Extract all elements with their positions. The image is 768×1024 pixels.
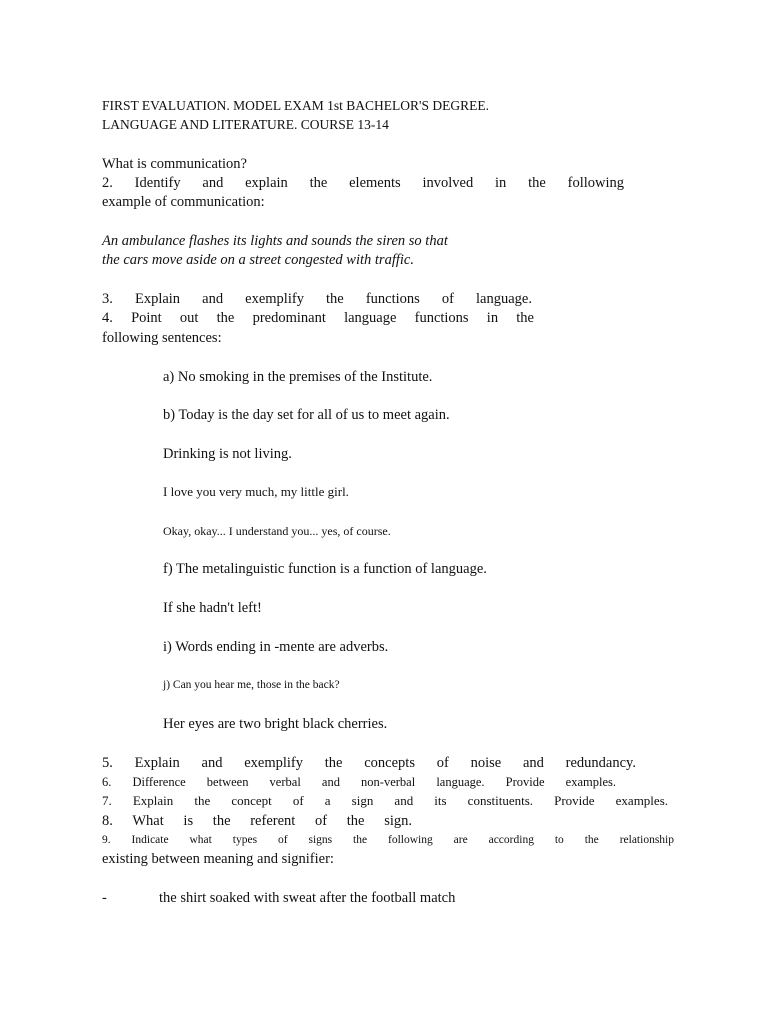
question-9-line2: existing between meaning and signifier: (102, 851, 334, 867)
question-3: 3. Explain and exemplify the functions of language. (102, 291, 532, 307)
exam-title-line2: LANGUAGE AND LITERATURE. COURSE 13-14 (102, 117, 389, 132)
list-item-dash: - (102, 890, 107, 906)
sentence-i: i) Words ending in -mente are adverbs. (163, 639, 389, 655)
sentence-k: Her eyes are two bright black cherries. (163, 716, 388, 732)
sentence-d: I love you very much, my little girl. (163, 484, 349, 499)
sentence-b: b) Today is the day set for all of us to meet again. (163, 407, 450, 423)
example-text-line2: the cars move aside on a street congested with traffic. (102, 252, 414, 268)
exam-title-line1: FIRST EVALUATION. MODEL EXAM 1st BACHELOR'S DEGREE. (102, 98, 489, 113)
sentence-e: Okay, okay... I understand you... yes, of course. (163, 524, 391, 538)
question-4-line1: 4. Point out the predominant language functions in the (102, 310, 534, 326)
question-7: 7. Explain the concept of a sign and its constituents. Provide examples. (102, 793, 668, 808)
question-2-line2: example of communication: (102, 194, 265, 210)
sentence-f: f) The metalinguistic function is a function of language. (163, 561, 487, 577)
question-6: 6. Difference between verbal and non-verbal language. Provide examples. (102, 775, 616, 789)
question-1: What is communication? (102, 156, 247, 172)
question-9-line1: 9. Indicate what types of signs the following are according to the relationship (102, 834, 674, 846)
example-text-line1: An ambulance flashes its lights and sounds the siren so that (102, 233, 448, 249)
sentence-c: Drinking is not living. (163, 446, 292, 462)
question-4-line2: following sentences: (102, 330, 222, 346)
sentence-g: If she hadn't left! (163, 600, 262, 616)
question-8: 8. What is the referent of the sign. (102, 813, 412, 829)
question-2-line1: 2. Identify and explain the elements involved in the following (102, 175, 624, 191)
list-item-text: the shirt soaked with sweat after the football match (159, 890, 456, 906)
sentence-a: a) No smoking in the premises of the Institute. (163, 369, 433, 385)
question-5: 5. Explain and exemplify the concepts of noise and redundancy. (102, 755, 636, 771)
sentence-j: j) Can you hear me, those in the back? (163, 679, 340, 691)
